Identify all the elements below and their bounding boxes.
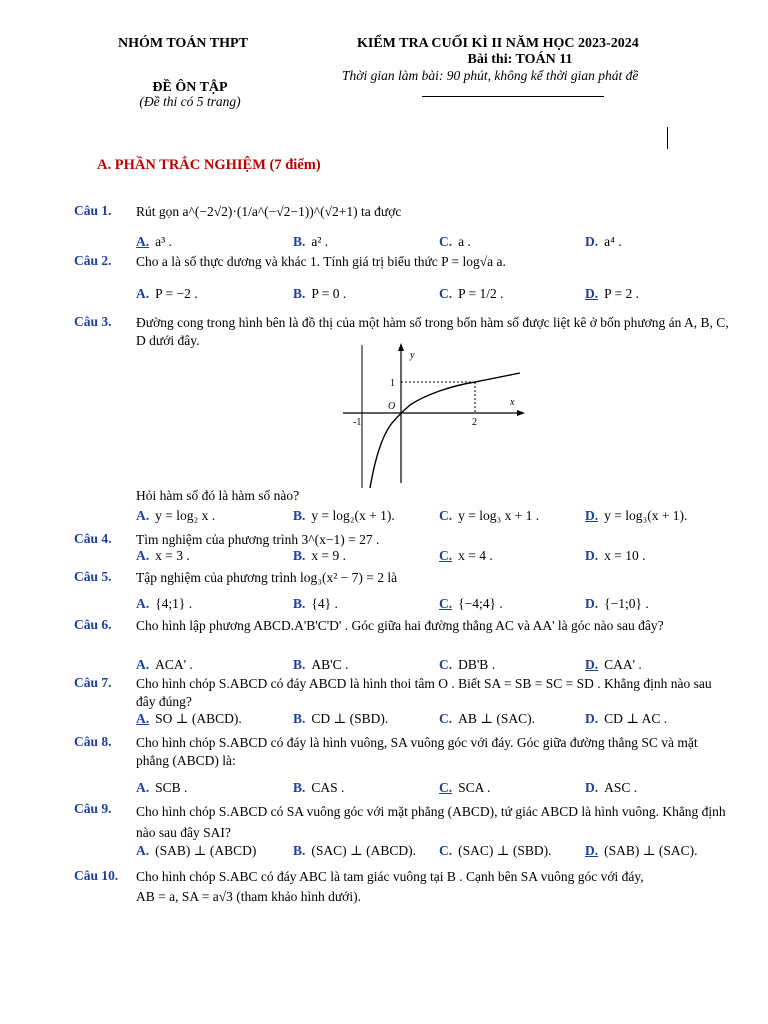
option-value: y = log₃(x + 1).: [604, 508, 688, 523]
q1-option-c[interactable]: [439, 234, 471, 250]
q6-label: Câu 6.: [74, 617, 112, 632]
q8-label: Câu 8.: [74, 734, 112, 749]
option-value: CAS .: [311, 780, 345, 795]
option-letter: B.: [293, 657, 306, 672]
q8-option-c[interactable]: [439, 780, 490, 796]
q9-option-c[interactable]: [439, 843, 551, 859]
option-letter: A.: [136, 234, 150, 249]
q4-option-c[interactable]: [439, 548, 493, 564]
option-value: P = 0 .: [311, 286, 347, 301]
option-value: (SAC) ⊥ (ABCD).: [311, 843, 416, 858]
option-value: (SAC) ⊥ (SBD).: [458, 843, 552, 858]
option-value: {4} .: [311, 596, 338, 611]
option-value: a .: [458, 234, 471, 249]
exam-subject: Bài thi: TOÁN 11: [467, 52, 573, 67]
option-value: a² .: [311, 234, 329, 249]
q1-option-d[interactable]: [585, 234, 622, 250]
option-letter: C.: [439, 508, 453, 523]
q2-option-b[interactable]: [293, 286, 346, 302]
option-value: AB ⊥ (SAC).: [458, 711, 535, 726]
q3-option-d[interactable]: [585, 508, 687, 524]
option-letter: B.: [293, 843, 306, 858]
q2-option-c[interactable]: [439, 286, 504, 302]
header-underline: [422, 96, 604, 97]
option-value: SCA .: [458, 780, 491, 795]
option-value: ACA' .: [155, 657, 193, 672]
option-value: AB'C .: [311, 657, 349, 672]
option-value: CD ⊥ (SBD).: [311, 711, 389, 726]
x-axis-arrow-icon: [517, 410, 525, 416]
q5-option-d[interactable]: [585, 596, 649, 612]
option-letter: A.: [136, 711, 150, 726]
q3-option-c[interactable]: [439, 508, 539, 524]
option-value: {−4;4} .: [458, 596, 503, 611]
q5-text: Tập nghiệm của phương trình log₃(x² − 7) = 2 là: [136, 570, 398, 585]
q3-text: Đường cong trong hình bên là đồ thị của một hàm số trong bốn hàm số được liệt kê ở bốn phương án A, B, C, D dưới đây.: [136, 315, 729, 348]
option-letter: C.: [439, 286, 453, 301]
exam-duration: Thời gian làm bài: 90 phút, không kể thời gian phát đề: [342, 68, 639, 83]
q1-text: Rút gọn a^(−2√2)·(1/a^(−√2−1))^(√2+1) ta được: [136, 204, 402, 219]
q6-text: Cho hình lập phương ABCD.A'B'C'D' . Góc giữa hai đường thẳng AC và AA' là góc nào sau đây?: [136, 618, 664, 633]
q10-label: Câu 10.: [74, 868, 119, 883]
option-letter: C.: [439, 711, 453, 726]
q6-option-a[interactable]: [136, 657, 193, 673]
option-value: ASC .: [604, 780, 638, 795]
q6-option-c[interactable]: [439, 657, 495, 673]
option-letter: B.: [293, 286, 306, 301]
option-letter: B.: [293, 780, 306, 795]
option-letter: C.: [439, 596, 453, 611]
q7-option-b[interactable]: [293, 711, 388, 727]
option-value: DB'B .: [458, 657, 496, 672]
q7-label: Câu 7.: [74, 675, 112, 690]
q9-option-d[interactable]: [585, 843, 697, 859]
q8-option-b[interactable]: [293, 780, 344, 796]
y-axis-label: y: [410, 350, 415, 361]
doc-type: ĐỀ ÔN TẬP: [152, 80, 228, 95]
q4-option-d[interactable]: [585, 548, 646, 564]
option-letter: D.: [585, 286, 599, 301]
q6-option-b[interactable]: [293, 657, 348, 673]
option-letter: B.: [293, 548, 306, 563]
option-value: SO ⊥ (ABCD).: [155, 711, 242, 726]
text-cursor: [667, 127, 668, 149]
exam-title: KIỂM TRA CUỐI KÌ II NĂM HỌC 2023-2024: [357, 36, 639, 51]
option-letter: D.: [585, 843, 599, 858]
option-letter: A.: [136, 548, 150, 563]
q7-text: Cho hình chóp S.ABCD có đáy ABCD là hình thoi tâm O . Biết SA = SB = SC = SD . Khẳng định nào sau đây đúng?: [136, 676, 712, 709]
option-letter: D.: [585, 780, 599, 795]
q3-option-a[interactable]: [136, 508, 215, 524]
q2-option-a[interactable]: [136, 286, 198, 302]
option-letter: D.: [585, 548, 599, 563]
q1-option-a[interactable]: [136, 234, 172, 250]
option-value: CD ⊥ AC .: [604, 711, 668, 726]
origin-label: O: [388, 401, 396, 412]
option-letter: C.: [439, 548, 453, 563]
option-value: y = log₂ x .: [155, 508, 216, 523]
section-title: A. PHẦN TRẮC NGHIỆM (7 điểm): [97, 157, 321, 173]
option-value: a³ .: [155, 234, 172, 249]
tick-y: 1: [390, 378, 395, 389]
option-value: SCB .: [155, 780, 188, 795]
option-value: y = log₃ x + 1 .: [458, 508, 540, 523]
option-letter: A.: [136, 843, 150, 858]
option-letter: B.: [293, 596, 306, 611]
q4-text: Tìm nghiệm của phương trình 3^(x−1) = 27 .: [136, 532, 380, 547]
option-letter: A.: [136, 780, 150, 795]
option-value: a⁴ .: [604, 234, 622, 249]
q8-option-a[interactable]: [136, 780, 187, 796]
q1-label: Câu 1.: [74, 203, 112, 218]
option-value: P = 2 .: [604, 286, 639, 301]
option-letter: D.: [585, 596, 599, 611]
option-value: {4;1} .: [155, 596, 193, 611]
q4-option-b[interactable]: [293, 548, 346, 564]
option-value: x = 10 .: [604, 548, 646, 563]
option-value: {−1;0} .: [604, 596, 649, 611]
option-value: P = 1/2 .: [458, 286, 504, 301]
q1-option-b[interactable]: [293, 234, 328, 250]
option-letter: C.: [439, 843, 453, 858]
q2-label: Câu 2.: [74, 253, 112, 268]
q2-option-d[interactable]: [585, 286, 639, 302]
q7-option-a[interactable]: [136, 711, 242, 727]
option-letter: C.: [439, 234, 453, 249]
option-value: (SAB) ⊥ (SAC).: [604, 843, 698, 858]
x-axis-label: x: [510, 397, 515, 408]
option-letter: D.: [585, 711, 599, 726]
option-value: y = log₂(x + 1).: [311, 508, 395, 523]
option-letter: B.: [293, 711, 306, 726]
option-value: x = 4 .: [458, 548, 493, 563]
option-value: x = 3 .: [155, 548, 190, 563]
option-letter: B.: [293, 234, 306, 249]
q6-option-d[interactable]: [585, 657, 642, 673]
q3-subtext: Hỏi hàm số đó là hàm số nào?: [136, 488, 300, 503]
option-letter: D.: [585, 657, 599, 672]
option-letter: C.: [439, 657, 453, 672]
q7-option-d[interactable]: [585, 711, 667, 727]
pages-note: (Đề thi có 5 trang): [139, 94, 241, 109]
option-value: P = −2 .: [155, 286, 198, 301]
option-letter: D.: [585, 234, 599, 249]
log-graph: [340, 343, 525, 488]
tick-x-pos: 2: [472, 417, 477, 428]
q7-option-c[interactable]: [439, 711, 535, 727]
q3-option-b[interactable]: [293, 508, 395, 524]
option-letter: A.: [136, 286, 150, 301]
group-name: NHÓM TOÁN THPT: [118, 36, 248, 51]
option-letter: A.: [136, 508, 150, 523]
q5-option-a[interactable]: [136, 596, 192, 612]
option-letter: A.: [136, 657, 150, 672]
q9-option-b[interactable]: [293, 843, 416, 859]
option-value: (SAB) ⊥ (ABCD): [155, 843, 257, 858]
y-axis-arrow-icon: [398, 343, 404, 351]
option-letter: D.: [585, 508, 599, 523]
option-value: CAA' .: [604, 657, 642, 672]
q8-option-d[interactable]: [585, 780, 637, 796]
q5-option-b[interactable]: [293, 596, 338, 612]
q8-text: Cho hình chóp S.ABCD có đáy là hình vuông, SA vuông góc với đáy. Góc giữa đường thẳng SC và mặt phẳng (ABCD) là:: [136, 735, 698, 768]
q2-text: Cho a là số thực dương và khác 1. Tính giá trị biểu thức P = log√a a.: [136, 254, 506, 269]
tick-x-neg: -1: [353, 417, 362, 428]
q9-option-a[interactable]: [136, 843, 256, 859]
option-value: x = 9 .: [311, 548, 347, 563]
q10-subtext: AB = a, SA = a√3 (tham khảo hình dưới).: [136, 889, 361, 904]
q4-option-a[interactable]: [136, 548, 190, 564]
option-letter: C.: [439, 780, 453, 795]
q9-text: Cho hình chóp S.ABCD có SA vuông góc với mặt phẳng (ABCD), tứ giác ABCD là hình vuông. Khẳng định nào sau đây SAI?: [136, 804, 726, 840]
q4-label: Câu 4.: [74, 531, 112, 546]
q5-option-c[interactable]: [439, 596, 503, 612]
log-curve: [370, 373, 520, 488]
q5-label: Câu 5.: [74, 569, 112, 584]
option-letter: B.: [293, 508, 306, 523]
q9-label: Câu 9.: [74, 801, 112, 816]
q3-label: Câu 3.: [74, 314, 112, 329]
q10-text: Cho hình chóp S.ABC có đáy ABC là tam giác vuông tại B . Cạnh bên SA vuông góc với đáy,: [136, 869, 644, 884]
option-letter: A.: [136, 596, 150, 611]
